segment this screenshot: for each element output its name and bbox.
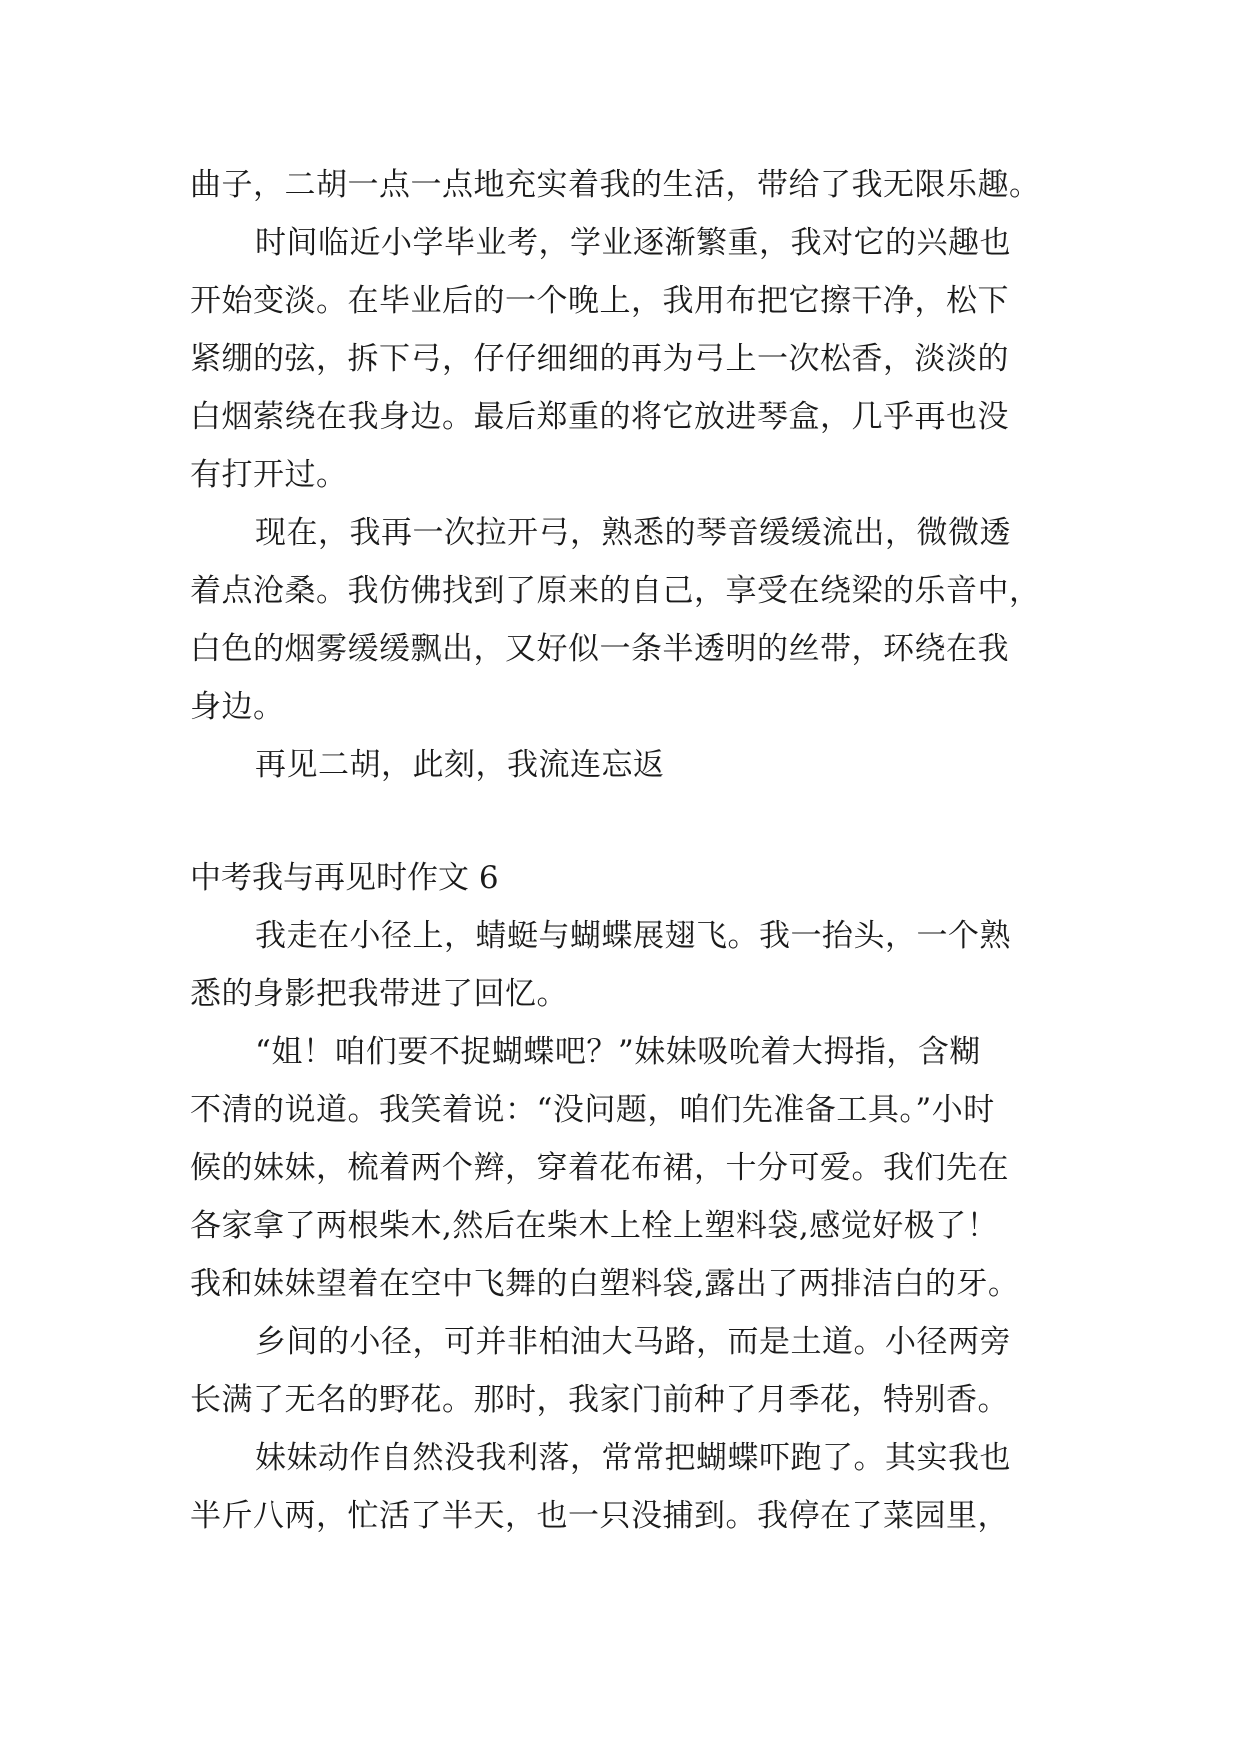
paragraph-line: 悉的身影把我带进了回忆。	[190, 976, 568, 1012]
paragraph-line: 候的妹妹，梳着两个辫，穿着花布裙，十分可爱。我们先在	[190, 1150, 1009, 1186]
section-heading: 中考我与再见时作文 6	[190, 860, 499, 896]
paragraph-line: 开始变淡。在毕业后的一个晚上，我用布把它擦干净，松下	[190, 283, 1009, 319]
paragraph-line: 曲子，二胡一点一点地充实着我的生活，带给了我无限乐趣。	[190, 167, 1041, 203]
paragraph-line: 乡间的小径，可并非柏油大马路，而是土道。小径两旁	[255, 1324, 1011, 1360]
paragraph-line: 半斤八两，忙活了半天，也一只没捕到。我停在了菜园里，	[190, 1498, 1009, 1534]
paragraph-line: 时间临近小学毕业考，学业逐渐繁重，我对它的兴趣也	[255, 225, 1011, 261]
paragraph-line: “姐！咱们要不捉蝴蝶吧？”妹妹吸吮着大拇指，含糊	[255, 1034, 981, 1070]
paragraph-line: 身边。	[190, 689, 285, 725]
paragraph-line: 我和妹妹望着在空中飞舞的白塑料袋,露出了两排洁白的牙。	[190, 1266, 1020, 1302]
paragraph-line: 着点沧桑。我仿佛找到了原来的自己，享受在绕梁的乐音中，	[190, 573, 1041, 609]
paragraph-line: 妹妹动作自然没我利落，常常把蝴蝶吓跑了。其实我也	[255, 1440, 1011, 1476]
paragraph-line: 长满了无名的野花。那时，我家门前种了月季花，特别香。	[190, 1382, 1009, 1418]
paragraph-line: 我走在小径上，蜻蜓与蝴蝶展翅飞。我一抬头，一个熟	[255, 918, 1011, 954]
paragraph-line: 白烟萦绕在我身边。最后郑重的将它放进琴盒，几乎再也没	[190, 399, 1009, 435]
paragraph-line: 白色的烟雾缓缓飘出，又好似一条半透明的丝带，环绕在我	[190, 631, 1009, 667]
paragraph-line: 有打开过。	[190, 457, 348, 493]
paragraph-line: 各家拿了两根柴木,然后在柴木上栓上塑料袋,感觉好极了！	[190, 1208, 999, 1244]
paragraph-line: 紧绷的弦，拆下弓，仔仔细细的再为弓上一次松香，淡淡的	[190, 341, 1009, 377]
paragraph-line: 现在，我再一次拉开弓，熟悉的琴音缓缓流出，微微透	[255, 515, 1011, 551]
paragraph-line: 再见二胡，此刻，我流连忘返	[255, 747, 665, 783]
paragraph-line: 不清的说道。我笑着说：“没问题，咱们先准备工具。”小时	[190, 1092, 995, 1128]
